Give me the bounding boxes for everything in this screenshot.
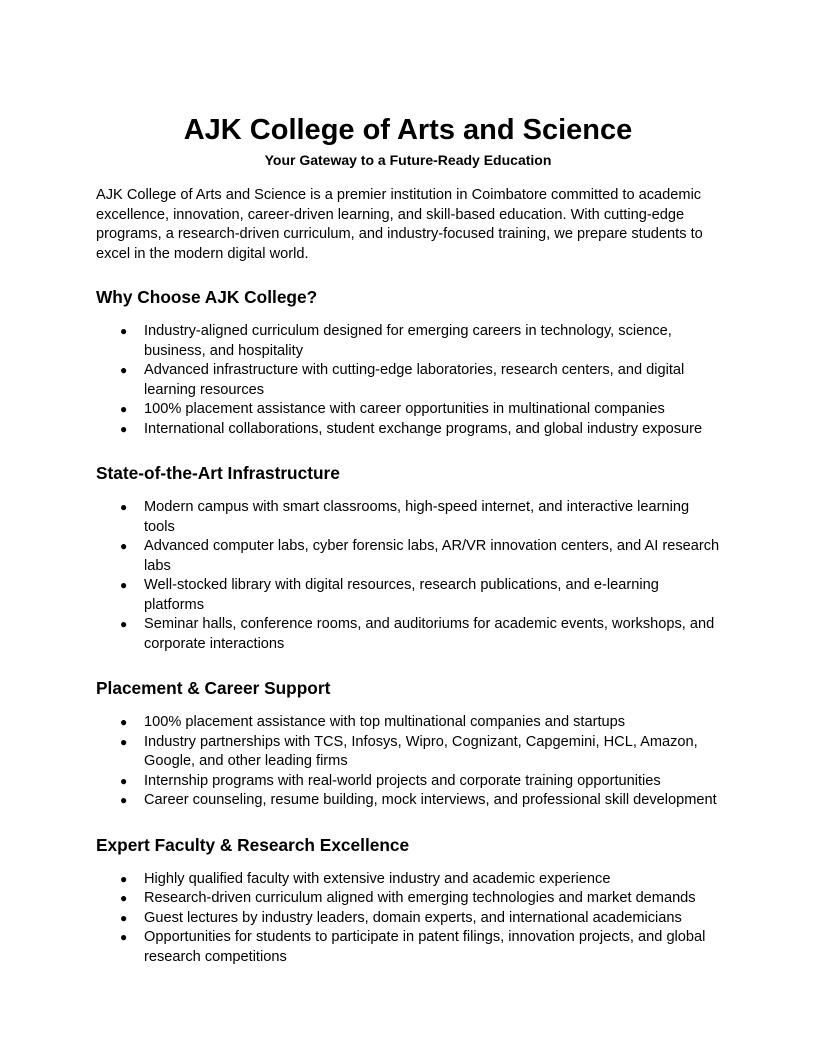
list-item [96,870,720,890]
list-item [96,498,720,537]
list-item [96,615,720,654]
list-item [96,420,720,440]
bullet-icon: ● [120,324,128,338]
bullet-icon: ● [120,578,128,592]
bullet-icon: ● [120,500,128,514]
list-item-text: Career counseling, resume building, mock interviews, and professional skill development [144,792,717,808]
section-heading: Expert Faculty & Research Excellence [96,834,410,855]
list-item-text: Industry-aligned curriculum designed for emerging careers in technology, science, business, and hospitality [144,323,672,359]
bullet-icon: ● [120,793,128,807]
list-item [96,889,720,909]
bullet-icon: ● [120,930,128,944]
section-heading: Placement & Career Support [96,678,331,698]
section-heading: State-of-the-Art Infrastructure [96,463,340,483]
list-item [96,713,720,733]
bullet-list [96,322,720,439]
list-item-text: 100% placement assistance with top multinational companies and startups [144,714,626,730]
section-heading: Why Choose AJK College? [96,287,318,307]
bullet-icon: ● [120,910,128,925]
bullet-list [96,713,720,811]
bullet-list [96,498,720,654]
list-item-text: Research-driven curriculum aligned with emerging technologies and market demands [144,890,696,906]
bullet-list [96,870,720,968]
document-subtitle: Your Gateway to a Future-Ready Education [264,152,552,168]
list-item-text: 100% placement assistance with career opportunities in multinational companies [144,401,665,417]
document-page [96,110,720,967]
bullet-icon: ● [120,421,128,436]
section-placement [96,676,720,811]
list-item-text: Guest lectures by industry leaders, domain experts, and international academicians [144,909,682,926]
bullet-icon: ● [120,363,128,377]
list-item-text: Advanced infrastructure with cutting-edge laboratories, research centers, and digital learning resources [144,362,685,398]
list-item-text: Modern campus with smart classrooms, high-speed internet, and interactive learning tools [144,499,690,535]
list-item [96,909,720,929]
bullet-icon: ● [120,617,128,631]
intro-paragraph: AJK College of Arts and Science is a premier institution in Coimbatore committed to academic excellence, innovation, career-driven learning, and skill-based education. With cutting-edge programs, a research-driven curriculum, and industry-focused training, we prepare students to excel in the modern digital world. [96,187,703,262]
list-item-text: Opportunities for students to participate in patent filings, innovation projects, and global research competitions [144,929,706,965]
list-item-text: Seminar halls, conference rooms, and auditoriums for academic events, workshops, and corporate interactions [144,616,715,652]
document-title: AJK College of Arts and Science [183,114,633,146]
list-item [96,537,720,576]
list-item-text: Highly qualified faculty with extensive industry and academic experience [144,870,611,887]
section-infrastructure [96,461,720,654]
list-item-text: International collaborations, student exchange programs, and global industry exposure [144,420,703,437]
bullet-icon: ● [120,402,128,416]
list-item [96,733,720,772]
bullet-icon: ● [120,539,128,553]
list-item [96,928,720,967]
list-item [96,576,720,615]
list-item-text: Well-stocked library with digital resources, research publications, and e-learning platforms [144,577,659,613]
list-item-text: Industry partnerships with TCS, Infosys, Wipro, Cognizant, Capgemini, HCL, Amazon, Google, and other leading firms [144,733,698,769]
section-faculty [96,833,720,968]
bullet-icon: ● [120,734,128,749]
list-item [96,322,720,361]
bullet-icon: ● [120,715,128,729]
list-item [96,361,720,400]
bullet-icon: ● [120,891,128,905]
bullet-icon: ● [120,773,128,788]
bullet-icon: ● [120,871,128,886]
list-item [96,791,720,811]
section-why-choose [96,285,720,439]
list-item-text: Advanced computer labs, cyber forensic labs, AR/VR innovation centers, and AI research labs [144,538,720,574]
list-item [96,400,720,420]
list-item-text: Internship programs with real-world projects and corporate training opportunities [144,772,661,789]
list-item [96,772,720,792]
